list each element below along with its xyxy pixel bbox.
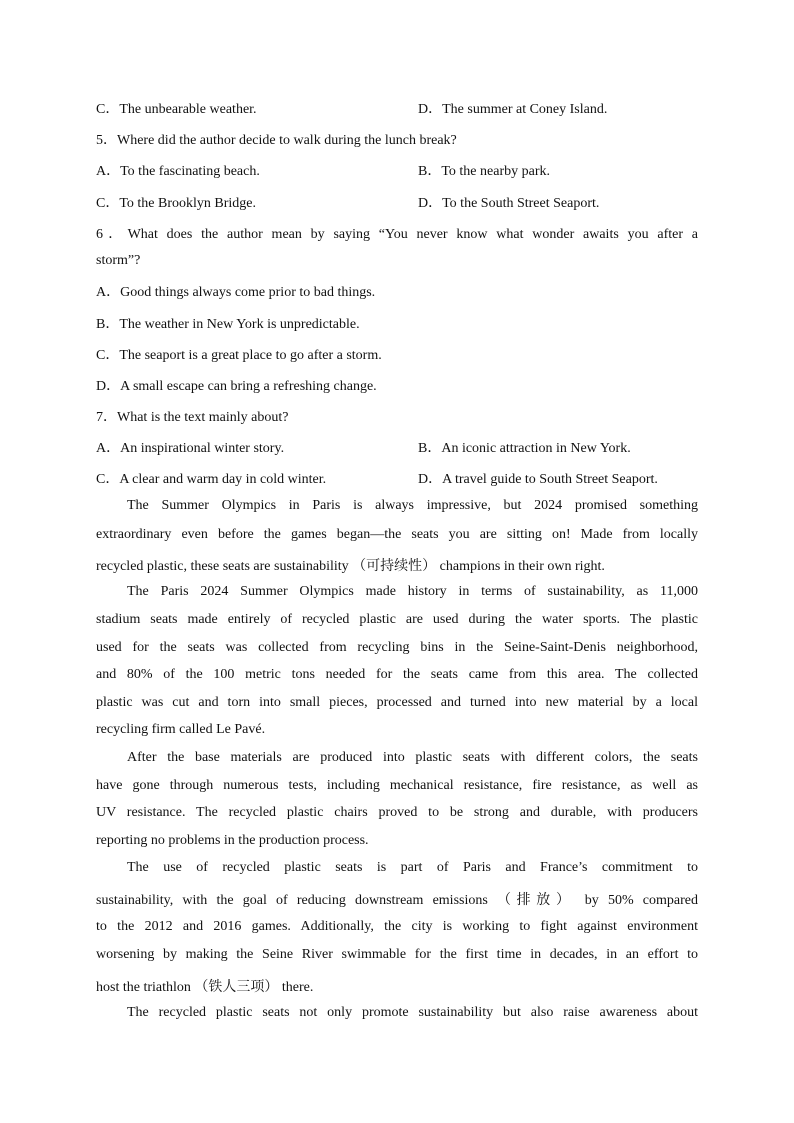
passage-p2-line5: plastic was cut and torn into small pieces, processed and turned into new material by a local: [96, 695, 698, 710]
passage-p2-line3: used for the seats was collected from recycling bins in the Seine-Saint-Denis neighborhood,: [96, 640, 698, 655]
passage-p2-line2: stadium seats made entirely of recycled plastic are used during the water sports. The plastic: [96, 612, 698, 627]
q5-option-d: D．To the South Street Seaport.: [418, 196, 600, 211]
passage-p3-line2: have gone through numerous tests, including mechanical resistance, fire resistance, as well as: [96, 778, 698, 793]
q5-option-a: A．To the fascinating beach.: [96, 164, 260, 179]
passage-p4-line1: The use of recycled plastic seats is part of Paris and France’s commitment to: [127, 860, 698, 875]
q5-stem: 5．Where did the author decide to walk during the lunch break?: [96, 133, 457, 148]
passage-p2-line4: and 80% of the 100 metric tons needed for the seats came from this area. The collected: [96, 667, 698, 682]
q4-option-c: C．The unbearable weather.: [96, 102, 257, 117]
passage-p1-line1: The Summer Olympics in Paris is always impressive, but 2024 promised something: [127, 498, 698, 513]
passage-p1-line3: recycled plastic, these seats are sustainability （可持续性） champions in their own right.: [96, 559, 605, 574]
passage-p1-line2: extraordinary even before the games began—the seats you are sitting on! Made from locally: [96, 527, 698, 542]
passage-p4-line2: sustainability, with the goal of reducing downstream emissions （排放） by 50% compared: [96, 893, 698, 908]
passage-p4-line3: to the 2012 and 2016 games. Additionally, the city is working to fight against environment: [96, 919, 698, 934]
q7-stem: 7．What is the text mainly about?: [96, 410, 289, 425]
q6-option-d: D．A small escape can bring a refreshing change.: [96, 379, 377, 394]
q7-option-c: C．A clear and warm day in cold winter.: [96, 472, 327, 487]
q6-option-c: C．The seaport is a great place to go after a storm.: [96, 348, 382, 363]
q5-option-c: C．To the Brooklyn Bridge.: [96, 196, 257, 211]
q4-option-d: D．The summer at Coney Island.: [418, 102, 608, 117]
q7-option-b: B．An iconic attraction in New York.: [418, 441, 631, 456]
passage-p3-line4: reporting no problems in the production process.: [96, 833, 369, 848]
q6-stem-line2: storm”?: [96, 253, 141, 268]
q6-option-a: A．Good things always come prior to bad things.: [96, 285, 376, 300]
q7-option-d: D．A travel guide to South Street Seaport.: [418, 472, 658, 487]
passage-p4-line5: host the triathlon （铁人三项） there.: [96, 980, 314, 995]
passage-p5-line1: The recycled plastic seats not only promote sustainability but also raise awareness about: [127, 1005, 698, 1020]
passage-p3-line1: After the base materials are produced into plastic seats with different colors, the seats: [127, 750, 698, 765]
passage-p4-line4: worsening by making the Seine River swimmable for the first time in decades, in an effort to: [96, 947, 698, 962]
q6-stem-line1: 6．What does the author mean by saying “You never know what wonder awaits you after a: [96, 227, 698, 242]
passage-p2-line6: recycling firm called Le Pavé.: [96, 722, 266, 737]
passage-p3-line3: UV resistance. The recycled plastic chairs proved to be strong and durable, with producers: [96, 805, 698, 820]
q6-option-b: B．The weather in New York is unpredictable.: [96, 317, 360, 332]
passage-p2-line1: The Paris 2024 Summer Olympics made history in terms of sustainability, as 11,000: [127, 584, 698, 599]
q5-option-b: B．To the nearby park.: [418, 164, 550, 179]
q7-option-a: A．An inspirational winter story.: [96, 441, 285, 456]
